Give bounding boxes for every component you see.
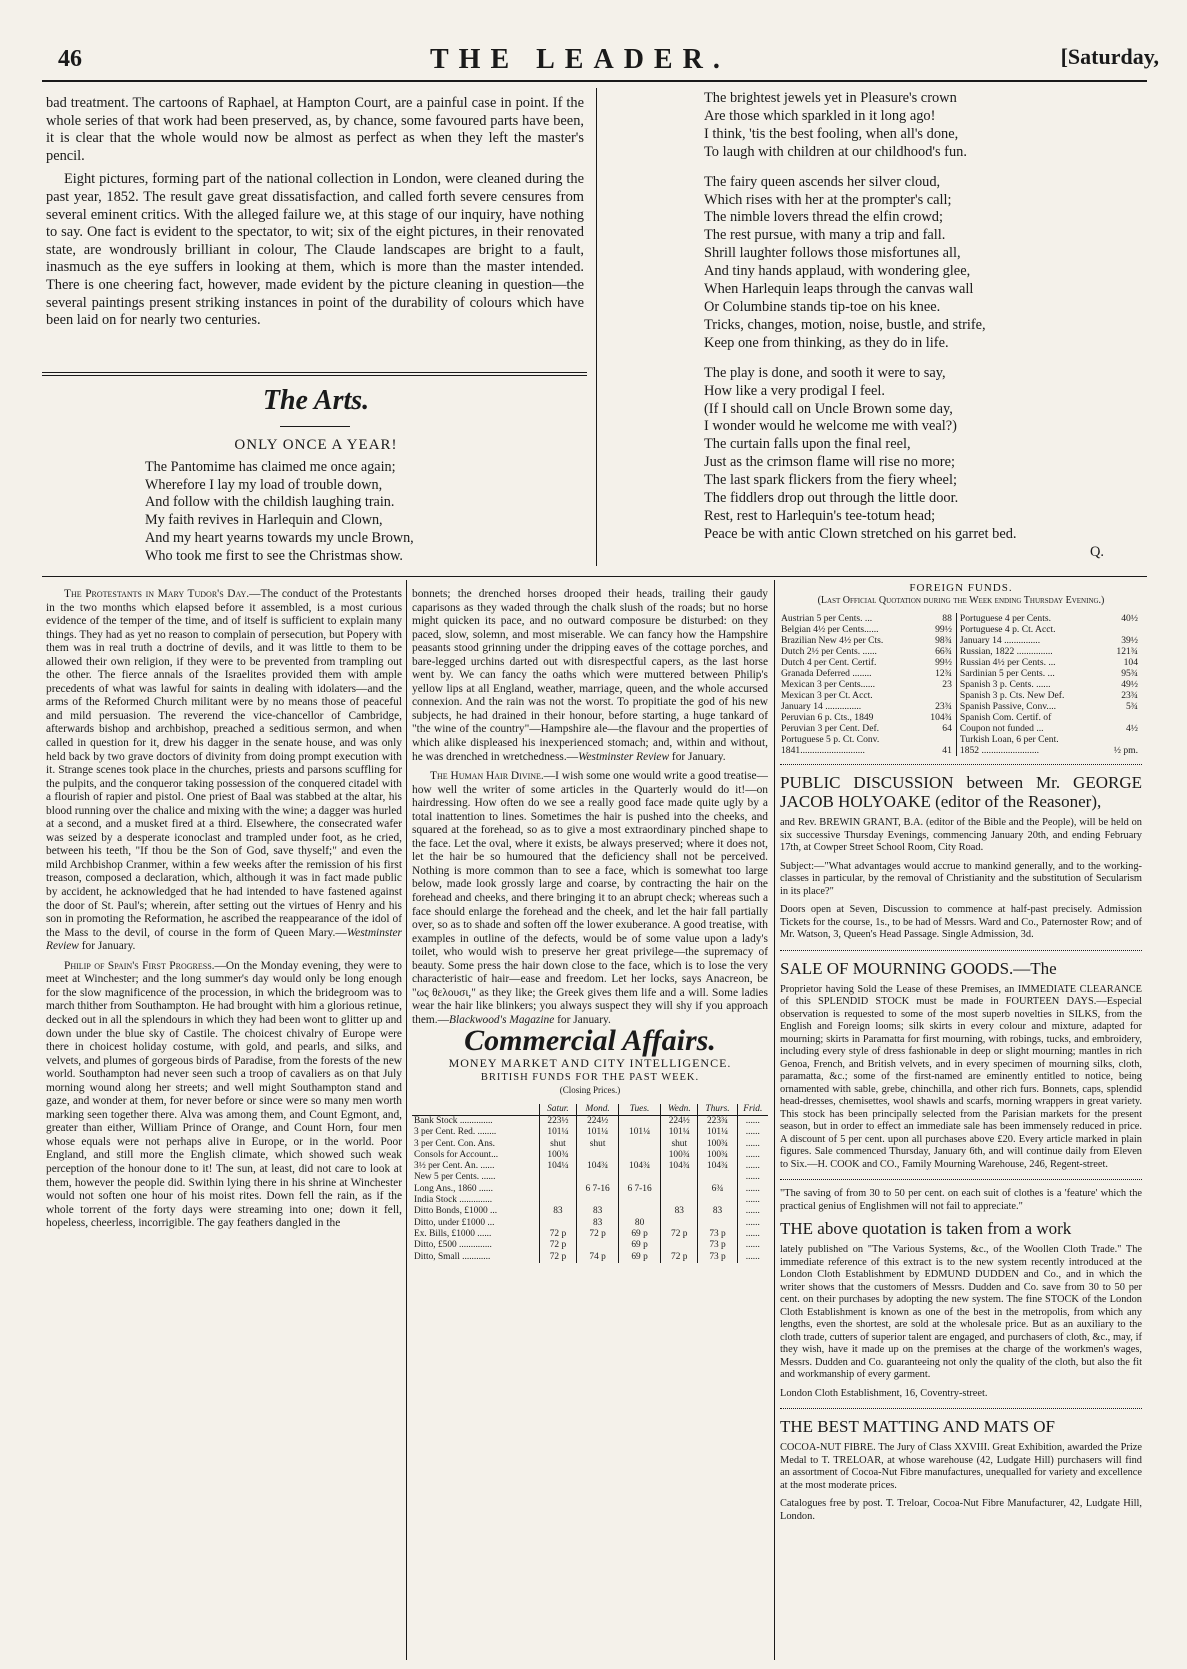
divider bbox=[780, 764, 1142, 765]
table-cell: 66¾ bbox=[935, 646, 952, 657]
table-cell: Spanish 3 p. Cts. New Def. bbox=[956, 690, 1102, 701]
table-cell: Portuguese 4 p. Ct. Acct. bbox=[956, 624, 1102, 635]
table-cell: 83 bbox=[661, 1206, 698, 1217]
poem-line: Wherefore I lay my load of trouble down, bbox=[145, 476, 383, 493]
table-cell: 100¾ bbox=[698, 1150, 737, 1161]
table-cell: ½ pm. bbox=[1113, 745, 1138, 756]
table-cell: 73 p bbox=[698, 1240, 737, 1251]
masthead-day: [Saturday, bbox=[1060, 44, 1159, 69]
table-row bbox=[780, 613, 1142, 624]
table-cell: 6¾ bbox=[698, 1184, 737, 1195]
advert-heading: THE above quotation is taken from a work bbox=[780, 1219, 1072, 1238]
advert-cloth-establishment bbox=[780, 1188, 1142, 1400]
poem-line: I think, 'tis the best fooling, when all's done, bbox=[704, 125, 959, 142]
advert-public-discussion bbox=[780, 773, 1142, 942]
advert-body: lately published on "The Various Systems, &c., of the Woollen Cloth Trade." The immediate reference of this extract is to the new system recently introduced at the London Cloth Establishment by EDMUND DUDDEN and Co., and in which the writer shows that the customers of Messrs. Dudden and Co. save from 30 to 50 per cent. on their purchases by adopting the new system. The fine STOCK of the London Cloth Establishment is known as one of the best in the metropolis, from which any lengths, even the shortest, are sold at the wholesale price. But as an auxiliary to the cloth trade, cutters of superior talent are engaged, and purchasers of cloth, &c., may, if they wish, have it made up on the premises at the charge of the workmen's wages, Messrs. Dudden and Co. guaranteeing not only the quality of the cloth, but also the fit and workmanship of every garment. bbox=[780, 1244, 1142, 1380]
table-cell: ...... bbox=[737, 1127, 768, 1138]
poem-line: The fiddlers drop out through the little door. bbox=[704, 490, 959, 507]
table-row bbox=[412, 1150, 768, 1161]
page-number: 46 bbox=[58, 46, 82, 72]
poem-line: The fairy queen ascends her silver cloud, bbox=[704, 173, 941, 190]
poem-stanza bbox=[704, 174, 1104, 353]
table-cell bbox=[698, 1218, 737, 1229]
table-cell: 23 bbox=[942, 679, 952, 690]
table-cell: Spanish Com. Certif. of bbox=[956, 712, 1102, 723]
table-cell: ...... bbox=[737, 1206, 768, 1217]
table-cell: 83 bbox=[577, 1218, 619, 1229]
table-cell: 83 bbox=[577, 1206, 619, 1217]
table-cell: ...... bbox=[737, 1139, 768, 1150]
advert-body: Catalogues free by post. T. Treloar, Cocoa-Nut Fibre Manufacturer, 42, Ludgate Hill, London. bbox=[780, 1498, 1142, 1522]
table-row bbox=[412, 1161, 768, 1172]
table-header bbox=[412, 1104, 539, 1116]
table-cell: ...... bbox=[737, 1184, 768, 1195]
table-cell bbox=[619, 1172, 661, 1183]
table-cell: Bank Stock .............. bbox=[414, 1115, 493, 1126]
table-cell bbox=[1103, 624, 1142, 635]
poem-line: The nimble lovers thread the elfin crowd; bbox=[704, 209, 943, 226]
table-cell: 3 per Cent. Red. ........ bbox=[414, 1127, 497, 1138]
table-row bbox=[780, 668, 1142, 679]
table-cell: Turkish Loan, 6 per Cent. bbox=[956, 734, 1102, 745]
table-cell: Granada Deferred ........ bbox=[781, 668, 872, 679]
table-cell: Russian 4½ per Cents. ... bbox=[956, 657, 1102, 668]
table-cell: 49½ bbox=[1121, 679, 1138, 690]
table-cell: 121¾ bbox=[1116, 646, 1138, 657]
column-1 bbox=[46, 588, 402, 1237]
table-cell: Brazilian New 4½ per Cts. bbox=[781, 635, 884, 646]
table-cell bbox=[1103, 712, 1142, 723]
table-cell: 101¼ bbox=[698, 1127, 737, 1138]
table-row bbox=[412, 1115, 768, 1127]
table-row bbox=[780, 635, 1142, 646]
poem-line: The Pantomime has claimed me once again; bbox=[145, 459, 396, 475]
table-cell: Portuguese 5 p. Ct. Conv. bbox=[781, 734, 880, 745]
table-cell bbox=[661, 1218, 698, 1229]
column-2 bbox=[412, 588, 768, 1263]
advert-heading: THE BEST MATTING AND MATS OF bbox=[780, 1417, 1056, 1436]
table-header: Thurs. bbox=[698, 1104, 737, 1116]
table-cell: 1852 ........................ bbox=[956, 745, 1102, 756]
table-cell: ...... bbox=[737, 1252, 768, 1263]
table-cell: 100¾ bbox=[661, 1150, 698, 1161]
table-cell: 72 p bbox=[539, 1229, 576, 1240]
poem-line: My faith revives in Harlequin and Clown, bbox=[145, 512, 383, 529]
article-body: —On the Monday evening, they were to meet at Winchester; and the long summer's day would only be long enough for the slow magnificence of the procession, in which the bridegroom was to march thither from Southampton. He had brought with him a glorious retinue, decked out in all the splendours in which they had been wont to glitter up and down under the blue sky of Castile. The choicest chivalry of Europe were there in choicest holiday costume, with gold, and pearls, and silks, and velvets, and plumes of gorgeous birds of Paradise, from the forests of the new world. Southampton had never seen such a troop of cavaliers as on that July morning wound along her streets; and well might Southampton stand and gaze, and wonder at them, for never before or since were so many men worth marking seen together there. Alva was among them, and Count Egmont, and, greater than either, William Prince of Orange, and Count Horn, four men whose equals were not perhaps alive in Europe, or in the world. Poor England, and still more the English climate, which showed such weak perception of the honour done to it! The sun, at least, did not care to look at them, however the people did. Swithin lying there in his shrine at Winchester would not soften one hour of his moist rites. Down fell the rain, as if the whole torrent of the forty days were streaming into one; down it fell, hopeless, cheerless, incorrigible. The gay feathers dangled in the bbox=[46, 959, 402, 1230]
table-cell: 6 7-16 bbox=[619, 1184, 661, 1195]
poem-line: To laugh with children at our childhood's fun. bbox=[704, 143, 967, 160]
table-cell: 6 7-16 bbox=[577, 1184, 619, 1195]
article-body: bonnets; the drenched horses drooped their heads, trailing their gaudy caparisons as they waded through the chalk slush of the roads; but no horse might quicken its pace, and no outward composure be disturbed: on they paced, slow, solemn, and most miserable. We can fancy how the Hampshire peasants stood grinning under the dripping eaves of the cottage porches, and bare-legged urchins darted out with disrespectful capers, as the last horse went by. We can fancy the oaths which were muttered between Philip's yellow lips at all England, weather, marriage, queen, and the whole accursed connexion. And the rain was not the worst. To propitiate the god of his new subjects, he had drained in their honour, before starting, a huge tankard of "the wine of the country"—Hampshire ale—the flavour and the properties of which alike displeased his inexperienced stomach; and, within and without, he was drenched in wretchedness.— bbox=[412, 588, 768, 763]
poem-line: (If I should call on Uncle Brown some day, bbox=[704, 400, 953, 417]
table-cell: 101¼ bbox=[619, 1127, 661, 1138]
table-cell: 224½ bbox=[577, 1115, 619, 1127]
poem-line: Who took me first to see the Christmas show. bbox=[145, 547, 403, 564]
table-cell: 73 p bbox=[698, 1229, 737, 1240]
poem-line: How like a very prodigal I feel. bbox=[704, 382, 886, 399]
advert-body: and Rev. BREWIN GRANT, B.A. (editor of the Bible and the People), will be held on six successive Thursday Evenings, commencing January 20th, and ending February 17th, at Cowper Street School Room, City Road. bbox=[780, 817, 1142, 853]
table-cell bbox=[661, 1195, 698, 1206]
table-cell: 73 p bbox=[698, 1252, 737, 1263]
table-header: Tues. bbox=[619, 1104, 661, 1116]
table-cell: Mexican 3 per Ct. Acct. bbox=[781, 690, 873, 701]
commercial-heading: Commercial Affairs. bbox=[464, 1023, 716, 1057]
table-row bbox=[412, 1195, 768, 1206]
top-left-article bbox=[46, 95, 584, 336]
table-cell: 1841........................... bbox=[781, 745, 865, 756]
table-row bbox=[780, 657, 1142, 668]
table-cell: 72 p bbox=[539, 1252, 576, 1263]
table-cell: Austrian 5 per Cents. ... bbox=[781, 613, 873, 624]
table-cell: 104¾ bbox=[619, 1161, 661, 1172]
table-cell: 104¾ bbox=[930, 712, 952, 723]
table-cell: Russian, 1822 ............... bbox=[956, 646, 1102, 657]
poem-title: ONLY ONCE A YEAR! bbox=[234, 437, 398, 453]
table-cell: 41 bbox=[942, 745, 952, 756]
table-cell: 101¼ bbox=[661, 1127, 698, 1138]
table-header: Frid. bbox=[737, 1104, 768, 1116]
table-cell bbox=[1103, 734, 1142, 745]
table-cell: India Stock .............. bbox=[414, 1195, 493, 1206]
table-cell: 104 bbox=[1123, 657, 1138, 668]
table-cell: 83 bbox=[539, 1206, 576, 1217]
table-cell bbox=[577, 1172, 619, 1183]
poem-line: When Harlequin leaps through the canvas wall bbox=[704, 281, 974, 298]
table-cell: Sardinian 5 per Cents. ... bbox=[956, 668, 1102, 679]
table-cell bbox=[577, 1195, 619, 1206]
table-header-row bbox=[412, 1104, 768, 1116]
advert-heading: SALE OF MOURNING GOODS.—The bbox=[780, 958, 1057, 978]
arts-rule bbox=[280, 426, 350, 427]
header-rule bbox=[42, 80, 1147, 82]
masthead-title: THE LEADER. bbox=[430, 44, 730, 75]
poem-opening-stanza bbox=[145, 459, 585, 565]
article-paragraph: Eight pictures, forming part of the national collection in London, were cleaned during the past year, 1852. The result gave great dissatisfaction, and called forth severe censures from several eminent critics. With the alleged failure we, at this stage of our inquiry, have nothing to say. One fact is evident to the spectator, to wit; six of the eight pictures, in their renovated state, are wondrously brilliant in colour, The Claude landscapes are bright to a fault, inasmuch as the eye suffers in looking at them, which is more than the master intended. There is one cheering fact, however, made evident by the picture cleaning in question—the several paintings present striking instances in point of the durability of colours which have been laid on for nearly two centuries. bbox=[46, 171, 584, 329]
article-tail: for January. bbox=[669, 750, 726, 763]
table-cell: 39½ bbox=[1121, 635, 1138, 646]
article-tail: for January. bbox=[554, 1013, 611, 1026]
table-cell: 23¾ bbox=[1121, 690, 1138, 701]
british-funds-table bbox=[412, 1104, 768, 1263]
table-row bbox=[780, 745, 1142, 756]
article-body: —The conduct of the Protestants in the two months which elapsed before it assembled, is a most curious evidence of the temper of the time, and of itself is sufficient to explain many things. They had as yet no reason to complain of persecution, but Popery with them was in real truth a doctrine of devils, and it was little to them to be allowed their own religion, if they were to be prevented from trampling out the other. The fierce annals of the Israelites provided them with ample precedents of what was lawful for saints in dealing with idolaters—and the arms of the Reformed Church militant were by no means those of peaceful and mild persuasion. The reverend the vice-chancellor of Cambridge, afterwards bishop and archbishop, preached a seditious sermon, and when called in question for it, drew his dagger in the senate house, and was only held back by two grave doctors of divinity from doing prompt execution with it. Strange scenes took place in the churches, priests and parsons scuffling for the pulpits, and the conqueror taking possession of the conquered citadel with a flourish of rapier and pistol. One priest of Baal was stabbed at the altar, his blood running over the chalice and mixing with the wine; a dagger was hurled at a second, and a musket fired at a third. Elsewhere, the consecrated wafer was seized by a desperate iconoclast and trampled under foot, as he cried, between his teeth, "If thou be the Son of God, save thyself;" and even the mild Archbishop Cranmer, within a few weeks after the remission of his first treason, composed a declaration, which, although it was in fact made public by accident, he acknowledged that he had intended to have fastened against the door of St. Paul's; wherein, after setting out the virtues of Henry and his son in promoting the Reformation, he ascribed the reappearance of the idol of the Mass to the devil, of course in the form of Queen Mary.— bbox=[46, 588, 402, 939]
table-cell bbox=[698, 1195, 737, 1206]
table-cell: 69 p bbox=[619, 1240, 661, 1251]
table-cell: Ditto Bonds, £1000 ... bbox=[414, 1206, 498, 1217]
table-cell bbox=[619, 1195, 661, 1206]
table-header: Wedn. bbox=[661, 1104, 698, 1116]
table-cell: 104¼ bbox=[539, 1161, 576, 1172]
table-cell: 99½ bbox=[935, 624, 952, 635]
british-funds-note: (Closing Prices.) bbox=[559, 1085, 621, 1096]
table-row bbox=[780, 723, 1142, 734]
table-cell: Peruvian 3 per Cent. Def. bbox=[781, 723, 880, 734]
advert-body: Doors open at Seven, Discussion to commence at half-past precisely. Admission Tickets for the course, 1s., to be had of Messrs. Ward and Co., Paternoster Row; and of Mr. Watson, 3, Queen's Head Passage. Single Admission, 3d. bbox=[780, 904, 1142, 940]
poem-signature: Q. bbox=[1090, 543, 1104, 560]
table-cell: Spanish Passive, Conv.... bbox=[956, 701, 1102, 712]
table-row bbox=[412, 1184, 768, 1195]
table-cell: ...... bbox=[737, 1172, 768, 1183]
table-cell: New 5 per Cents. ...... bbox=[414, 1172, 496, 1183]
british-funds-title: BRITISH FUNDS FOR THE PAST WEEK. bbox=[480, 1071, 700, 1083]
table-cell: 83 bbox=[698, 1206, 737, 1217]
article-paragraph: bad treatment. The cartoons of Raphael, at Hampton Court, are a painful case in point. If the whole series of that work had been preserved, as, by chance, some favoured parts have been, it is clear that the whole would now be almost as perfect as when they left the master's pencil. bbox=[46, 95, 584, 164]
table-cell: 3½ per Cent. An. ...... bbox=[414, 1161, 495, 1172]
table-cell: Coupon not funded ... bbox=[956, 723, 1102, 734]
foreign-funds-title: FOREIGN FUNDS. bbox=[909, 582, 1013, 594]
table-row bbox=[780, 679, 1142, 690]
table-cell: 40½ bbox=[1121, 613, 1138, 624]
poem-continuation bbox=[704, 90, 1104, 574]
table-cell: Dutch 4 per Cent. Certif. bbox=[781, 657, 877, 668]
table-cell: 3 per Cent. Con. Ans. bbox=[414, 1138, 495, 1149]
advert-heading: PUBLIC DISCUSSION between Mr. GEORGE JACOB HOLYOAKE (editor of the Reasoner), bbox=[780, 773, 1142, 811]
poem-line: The play is done, and sooth it were to say, bbox=[704, 364, 946, 381]
poem-line: The last spark flickers from the fiery wheel; bbox=[704, 472, 957, 489]
table-cell: 223½ bbox=[539, 1115, 576, 1127]
table-row bbox=[412, 1252, 768, 1263]
table-cell: ...... bbox=[737, 1218, 768, 1229]
article-source: Blackwood's Magazine bbox=[449, 1013, 555, 1026]
divider bbox=[780, 1179, 1142, 1180]
table-cell: 100¾ bbox=[698, 1139, 737, 1150]
table-cell bbox=[577, 1240, 619, 1251]
table-row bbox=[780, 701, 1142, 712]
table-row bbox=[780, 624, 1142, 635]
table-cell bbox=[661, 1184, 698, 1195]
table-header: Satur. bbox=[539, 1104, 576, 1116]
table-cell: 72 p bbox=[577, 1229, 619, 1240]
table-row bbox=[780, 690, 1142, 701]
poem-line: Rest, rest to Harlequin's tee-totum head; bbox=[704, 507, 936, 524]
table-cell: ...... bbox=[737, 1161, 768, 1172]
table-cell: 95¾ bbox=[1121, 668, 1138, 679]
poem-line: And tiny hands applaud, with wondering glee, bbox=[704, 263, 971, 280]
poem-line: Which rises with her at the prompter's call; bbox=[704, 191, 952, 208]
table-cell: 80 bbox=[619, 1218, 661, 1229]
column-divider bbox=[774, 580, 775, 1660]
table-row bbox=[780, 712, 1142, 723]
table-cell: Spanish 3 p. Cents. ...... bbox=[956, 679, 1102, 690]
table-row bbox=[780, 646, 1142, 657]
section-rule bbox=[42, 372, 587, 373]
poem-line: Keep one from thinking, as they do in life. bbox=[704, 334, 949, 351]
table-cell: Dutch 2½ per Cents. ...... bbox=[781, 646, 877, 657]
table-cell: Ditto, under £1000 ... bbox=[414, 1217, 495, 1228]
table-cell bbox=[539, 1195, 576, 1206]
table-row bbox=[412, 1139, 768, 1150]
table-row bbox=[780, 734, 1142, 745]
article-heading: Philip of Spain's First Progress. bbox=[64, 959, 215, 972]
poem-line: Or Columbine stands tip-toe on his knee. bbox=[704, 298, 941, 315]
poem-stanza bbox=[704, 90, 1104, 162]
advert-body: Subject:—"What advantages would accrue to mankind generally, and to the working-classes in particular, by the removal of Christianity and the substitution of Secularism in its place?" bbox=[780, 860, 1142, 897]
table-cell bbox=[698, 1172, 737, 1183]
table-cell: 23¾ bbox=[935, 701, 952, 712]
advert-mourning-goods bbox=[780, 959, 1142, 1172]
table-cell bbox=[619, 1206, 661, 1217]
table-cell: ...... bbox=[737, 1195, 768, 1206]
table-cell: 101¼ bbox=[577, 1127, 619, 1138]
table-cell: Ex. Bills, £1000 ...... bbox=[414, 1228, 492, 1239]
table-row bbox=[412, 1172, 768, 1183]
poem-line: I wonder would he welcome me with veal?) bbox=[704, 418, 957, 435]
column-3 bbox=[780, 582, 1142, 1529]
table-cell: 88 bbox=[942, 613, 952, 624]
table-cell: 4½ bbox=[1126, 723, 1138, 734]
poem-stanza bbox=[704, 365, 1104, 562]
table-cell: shut bbox=[539, 1139, 576, 1150]
advert-matting bbox=[780, 1417, 1142, 1523]
table-cell: shut bbox=[577, 1139, 619, 1150]
table-cell: ...... bbox=[737, 1150, 768, 1161]
divider bbox=[780, 1408, 1142, 1409]
article-tail: for January. bbox=[78, 940, 136, 953]
table-cell: 69 p bbox=[619, 1252, 661, 1263]
table-cell: 224½ bbox=[661, 1115, 698, 1127]
table-cell: 104¾ bbox=[577, 1161, 619, 1172]
table-cell: 100¾ bbox=[539, 1150, 576, 1161]
table-cell bbox=[619, 1115, 661, 1127]
table-cell: 99½ bbox=[935, 657, 952, 668]
table-cell: 74 p bbox=[577, 1252, 619, 1263]
table-cell: ...... bbox=[737, 1229, 768, 1240]
table-cell: Consols for Account... bbox=[414, 1149, 499, 1160]
table-cell bbox=[539, 1172, 576, 1183]
poem-line: The curtain falls upon the final reel, bbox=[704, 436, 911, 453]
column-divider bbox=[596, 88, 597, 566]
poem-line: The rest pursue, with many a trip and fall. bbox=[704, 227, 946, 244]
table-cell bbox=[539, 1184, 576, 1195]
table-cell bbox=[661, 1172, 698, 1183]
advert-body: Proprietor having Sold the Lease of these Premises, an IMMEDIATE CLEARANCE of this SPLENDID STOCK must be made in FOURTEEN DAYS.—Especial observation is requested to some of the most superb novelties in SILKS, from the English and Foreign looms; silk skirts in every colour and mixture, adapted for mourning; skirts in Paramatta for first mourning, with robings, tucks, and embroidery, including every style of dress fashionable in deep or slight mourning; mantles in rich Genoa, French, and British velvets, and in every specimen of mourning silks, cloth, paramatta, &c.; some of the first-named are eminently entitled to notice, being ornamented with sable, grebe, chinchilla, and other rich furs. Bonnets, caps, splendid head-dresses, chemisettes, wool shawls and scarfs, morning wrappers in great variety. This stock has been principally selected from the Parisian markets for the present season, but in order to effect an immediate sale has been immensely reduced in price. A discount of 5 per cent. upon all purchases above £20. Every article marked in plain figures. Sale commenced Thursday, January 6th, and will continue daily from Eleven to Six.—H. COOK and CO., Family Mourning Warehouse, 246, Regent-street. bbox=[780, 983, 1142, 1170]
poem-line: And follow with the childish laughing train. bbox=[145, 494, 395, 511]
advert-quote: "The saving of from 30 to 50 per cent. on each suit of clothes is a 'feature' which the practical genius of Englishmen will not fail to appreciate." bbox=[780, 1188, 1142, 1212]
table-cell: ...... bbox=[737, 1115, 768, 1127]
table-cell bbox=[539, 1218, 576, 1229]
table-cell bbox=[920, 690, 956, 701]
table-row bbox=[412, 1229, 768, 1240]
table-cell: 98¾ bbox=[935, 635, 952, 646]
table-cell bbox=[920, 734, 956, 745]
foreign-funds-note: (Last Official Quotation during the Week ending Thursday Evening.) bbox=[817, 594, 1105, 606]
table-cell: 69 p bbox=[619, 1229, 661, 1240]
table-cell: 12¾ bbox=[935, 668, 952, 679]
poem-line: Tricks, changes, motion, noise, bustle, and strife, bbox=[704, 316, 986, 333]
table-cell: Portuguese 4 per Cents. bbox=[956, 613, 1102, 624]
poem-line: The brightest jewels yet in Pleasure's crown bbox=[704, 90, 957, 106]
article-source: Westminster Review bbox=[46, 926, 402, 953]
column-divider bbox=[406, 580, 407, 1660]
table-row bbox=[412, 1127, 768, 1138]
divider bbox=[780, 950, 1142, 951]
table-row bbox=[412, 1206, 768, 1217]
table-cell: 104¾ bbox=[698, 1161, 737, 1172]
advert-body: COCOA-NUT FIBRE. The Jury of Class XXVIII. Great Exhibition, awarded the Prize Medal to T. TRELOAR, at whose warehouse (42, Ludgate Hill) purchasers will find an assortment of Cocoa-Nut Fibre manufactures, unequalled for variety and excellence at the most moderate prices. bbox=[780, 1442, 1142, 1491]
table-cell: 72 p bbox=[661, 1229, 698, 1240]
table-cell: 5¾ bbox=[1126, 701, 1138, 712]
poem-line: Just as the crimson flame will rise no more; bbox=[704, 454, 955, 471]
article-heading: The Protestants in Mary Tudor's Day. bbox=[64, 588, 250, 600]
table-cell: Long Ans., 1860 ...... bbox=[414, 1183, 493, 1194]
table-row bbox=[412, 1240, 768, 1251]
table-cell: shut bbox=[661, 1139, 698, 1150]
table-cell: Peruvian 6 p. Cts., 1849 bbox=[781, 712, 874, 723]
arts-heading: The Arts. bbox=[262, 385, 370, 416]
table-cell: Ditto, Small ............ bbox=[414, 1251, 491, 1262]
table-cell: ...... bbox=[737, 1240, 768, 1251]
table-cell: 72 p bbox=[661, 1252, 698, 1263]
article-source: Westminster Review bbox=[578, 750, 670, 763]
poem-line: Are those which sparkled in it long ago! bbox=[704, 107, 936, 124]
foreign-funds-table bbox=[780, 613, 1142, 756]
table-cell bbox=[619, 1139, 661, 1150]
table-cell: January 14 ............... bbox=[956, 635, 1102, 646]
table-cell: 101¼ bbox=[539, 1127, 576, 1138]
table-cell: Belgian 4½ per Cents...... bbox=[781, 624, 879, 635]
table-cell bbox=[577, 1150, 619, 1161]
table-cell: 223¾ bbox=[698, 1115, 737, 1127]
table-cell bbox=[619, 1150, 661, 1161]
table-cell bbox=[661, 1240, 698, 1251]
table-cell: 72 p bbox=[539, 1240, 576, 1251]
section-rule bbox=[42, 375, 587, 376]
table-header: Mond. bbox=[577, 1104, 619, 1116]
section-rule bbox=[42, 576, 1147, 577]
poem-line: And my heart yearns towards my uncle Brown, bbox=[145, 529, 414, 546]
article-heading: The Human Hair Divine. bbox=[430, 770, 544, 783]
table-cell: Mexican 3 per Cents...... bbox=[781, 679, 876, 690]
table-cell: Ditto, £500 .............. bbox=[414, 1240, 492, 1251]
table-cell: 104¾ bbox=[661, 1161, 698, 1172]
article-body: —I wish some one would write a good treatise—how well the writer of some articles in the Quarterly would do it!—on hairdressing. How often do we see a really good face made quite ugly by a total inattention to lines. Sometimes the hair is pushed into the cheeks, and squared at the forehead, so as to give a most extraordinary pinched shape to the face. Let the oval, where it exists, be always preserved; where it does not, let the hair be so humoured that the deficiency shall not be perceived. Nothing is more common than to see a face, which is somewhat too large below, made look grossly large and coarse, by contracting the hair on the forehead and cheeks, and there bringing it to an abrupt check; whereas such a face should enlarge the forehead and the cheek, and let the hair fall partially over, so as to shade and soften off the lower exuberance. A good treatise, with examples in outline of the defects, would be of some value upon a lady's toilet, who would wish to preserve her great privilege—the supremacy of beauty. Some press the hair down close to the face, which is to lose the very characteristic of hair—ease and freedom. Let her locks, says Anacreon, be "ως θελουσι," as they like; the Greek gives them life and a will. Some ladies wear the hair like blinkers; you always suspect they will shy if you approach them.— bbox=[412, 770, 768, 1026]
advert-signature: London Cloth Establishment, 16, Coventry-street. bbox=[780, 1387, 988, 1399]
poem-line: Peace be with antic Clown stretched on his garret bed. bbox=[704, 525, 1017, 542]
money-market-title: MONEY MARKET AND CITY INTELLIGENCE. bbox=[448, 1056, 732, 1071]
table-cell: 64 bbox=[942, 723, 952, 734]
table-cell: January 14 ............... bbox=[781, 701, 862, 712]
table-row bbox=[412, 1218, 768, 1229]
poem-line: Shrill laughter follows those misfortunes all, bbox=[704, 245, 961, 262]
